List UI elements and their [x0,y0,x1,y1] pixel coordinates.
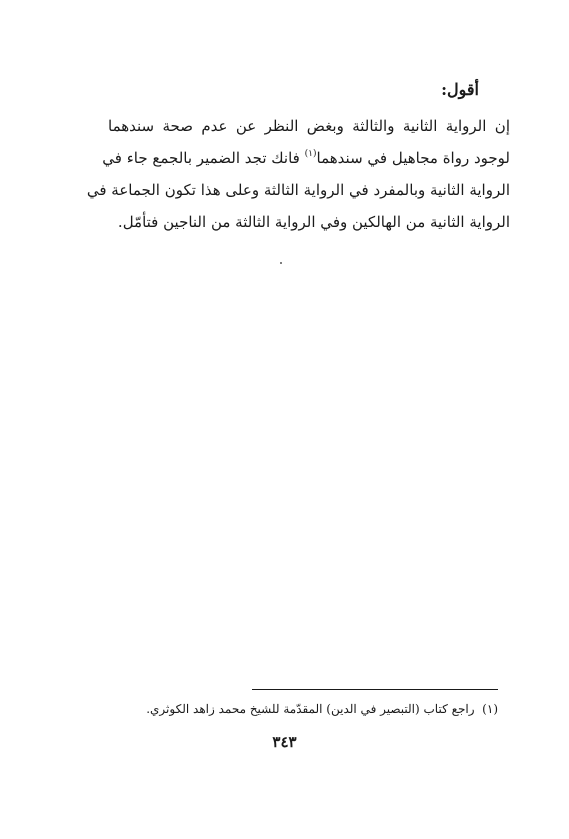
line-2-end: فانك تجد الضمير بالجمع جاء في [102,149,300,167]
paragraph-line-4: الرواية الثانية من الهالكين وفي الرواية الثالثة من الناجين فتأمّل. [117,213,510,231]
page-number: ٣٤٣ [272,733,297,751]
paragraph-line-1: إن الرواية الثانية والثالثة وبغض النظر عن عدم صحة سندهما [108,117,510,135]
paragraph-line-2 [102,142,510,174]
section-heading: أقول: [441,80,479,99]
line-2-start: لوجود رواة مجاهيل في سندهما [316,149,510,167]
footnote-separator [252,689,498,690]
scan-speck [280,262,282,264]
footnote-text: راجع كتاب (التبصير في الدين) المقدّمة للشيخ محمد زاهد الكوثري. [146,702,475,716]
footnote-marker: (١) [482,702,498,716]
main-paragraph [86,110,510,238]
footnote-reference[interactable]: (١) [304,149,317,159]
paragraph-line-3: الرواية الثانية وبالمفرد في الرواية الثالثة وعلى هذا تكون الجماعة في [86,181,510,199]
footnote [146,702,498,716]
